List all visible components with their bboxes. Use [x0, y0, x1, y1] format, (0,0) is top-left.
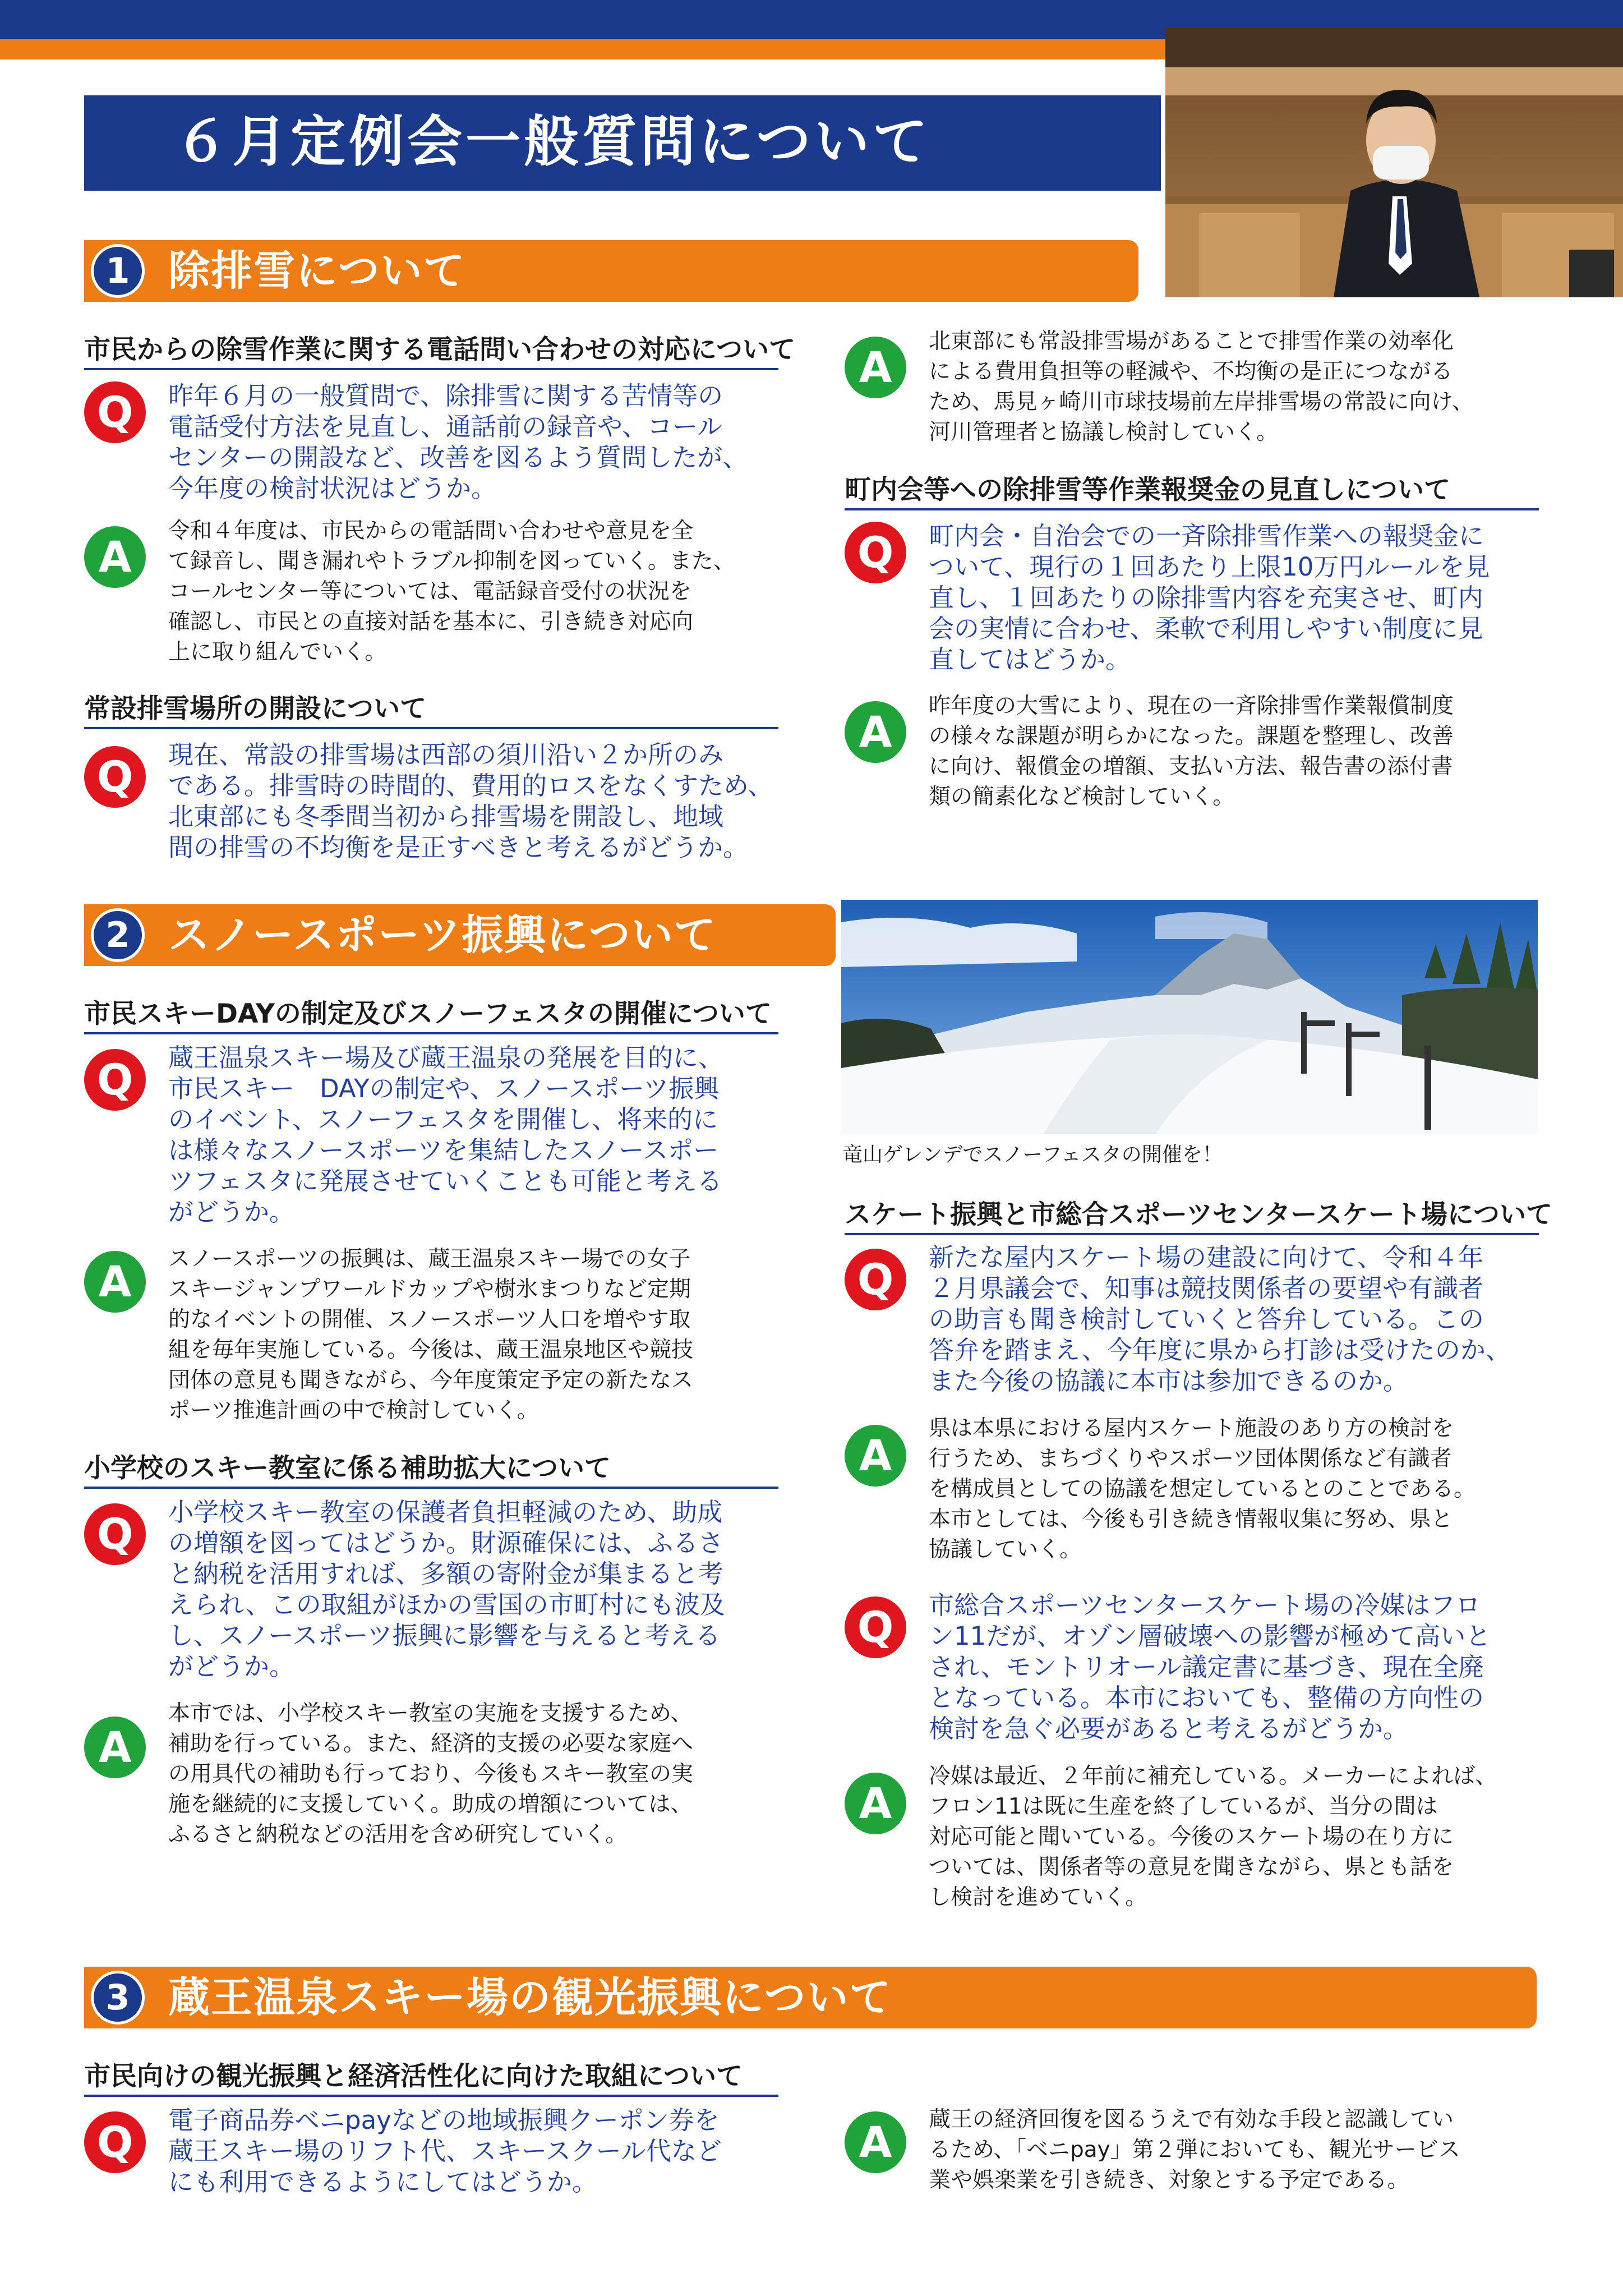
answer-text: 本市では、小学校スキー教室の実施を支援するため、 補助を行っている。また、経済的支援の必要な家庭へ の用具代の補助も行っており、今後もスキー教室の実 施を継続的に支援していく。助成の増額については、 ふるさと納税などの活用を含め研究していく。	[168, 1701, 694, 1847]
answer-badge: A	[84, 526, 146, 588]
answer-text: 令和４年度は、市民からの電話問い合わせや意見を全 て録音し、聞き漏れやトラブル抑制を図っていく。また、 コールセンター等については、電話録音受付の状況を 確認し、市民との直接対話を基本に、引き続き対応向 上に取り組んでいく。	[168, 518, 735, 665]
answer-text: 冷媒は最近、２年前に補充している。メーカーによれば、 フロン11は既に生産を終了しているが、当分の間は 対応可能と聞いている。今後のスケート場の在り方に ついては、関係者等の意見を聞きながら、県とも話を し検討を進めていく。	[929, 1764, 1497, 1910]
section-1-title: 除排雪について	[168, 247, 466, 295]
divider	[84, 1487, 778, 1489]
question-badge: Q	[84, 1503, 146, 1565]
question-text: 町内会・自治会での一斉除排雪作業への報奨金に ついて、現行の１回あたり上限10万円ルールを見 直し、１回あたりの除排雪内容を充実させ、町内 会の実情に合わせ、柔軟で利用しやすい制度に見 直してはどうか。	[929, 521, 1490, 674]
divider	[84, 368, 778, 370]
question-badge: Q	[84, 1049, 146, 1111]
answer-text: 昨年度の大雪により、現在の一斉除排雪作業報償制度 の様々な課題が明らかになった。課題を整理し、改善 に向け、報償金の増額、支払い方法、報告書の添付書 類の簡素化など検討していく。	[929, 693, 1454, 809]
subtopic-title: 町内会等への除排雪等作業報奨金の見直しについて	[845, 475, 1451, 505]
question-text: 蔵王温泉スキー場及び蔵王温泉の発展を目的に、 市民スキー DAYの制定や、スノースポーツ振興 のイベント、スノーフェスタを開催し、将来的に は様々なスノースポーツを集結したスノースポー ツフェスタに発展させていくことも可能と考える がどうか。	[168, 1043, 724, 1227]
assembly-speaker-photo	[1165, 28, 1623, 297]
subtopic-title: 市民からの除雪作業に関する電話問い合わせの対応について	[84, 334, 796, 365]
subtopic-title: 常設排雪場所の開設について	[84, 693, 427, 724]
answer-badge: A	[84, 1251, 146, 1313]
question-text: 電子商品券ベニpayなどの地域振興クーポン券を 蔵王スキー場のリフト代、スキースクール代など にも利用できるようにしてはどうか。	[168, 2105, 722, 2197]
photo-caption: 竜山ゲレンデでスノーフェスタの開催を！	[842, 1143, 1223, 1166]
question-text: 現在、常設の排雪場は西部の須川沿い２か所のみ である。排雪時の時間的、費用的ロスをなくすため、 北東部にも冬季間当初から排雪場を開設し、地域 間の排雪の不均衡を是正すべきと考えるがどうか。	[168, 740, 773, 862]
section-2-title: スノースポーツ振興について	[168, 911, 717, 959]
question-text: 小学校スキー教室の保護者負担軽減のため、助成 の増額を図ってはどうか。財源確保には、ふるさ と納税を活用すれば、多額の寄附金が集まると考 えられ、この取組がほかの雪国の市町村にも波及 し、スノースポーツ振興に影響を与えると考える がどうか。	[168, 1497, 725, 1681]
divider	[84, 727, 778, 729]
answer-badge: A	[845, 1425, 906, 1487]
answer-badge: A	[84, 1717, 146, 1778]
question-badge: Q	[84, 2111, 146, 2173]
ski-slope-photo	[841, 900, 1538, 1134]
section-3-number: 3	[91, 1971, 145, 2024]
section-3-title: 蔵王温泉スキー場の観光振興について	[168, 1973, 892, 2022]
question-badge: Q	[84, 381, 146, 443]
answer-text: 蔵王の経済回復を図るうえで有効な手段と認識してい るため、「ベニpay」第２弾においても、観光サービス 業や娯楽業を引き続き、対象とする予定である。	[929, 2107, 1460, 2193]
subtopic-title: 小学校のスキー教室に係る補助拡大について	[84, 1453, 611, 1484]
subtopic-title: 市民スキーDAYの制定及びスノーフェスタの開催について	[84, 999, 772, 1029]
answer-text: 県は本県における屋内スケート施設のあり方の検討を 行うため、まちづくりやスポーツ団体関係など有識者 を構成員としての協議を想定しているとのことである。 本市としては、今後も引き続き情報収集に努め、県と 協議していく。	[929, 1416, 1476, 1562]
answer-text: 北東部にも常設排雪場があることで排雪作業の効率化 による費用負担等の軽減や、不均衡の是正につながる ため、馬見ヶ崎川市球技場前左岸排雪場の常設に向け、 河川管理者と協議し検討していく。	[929, 329, 1474, 445]
answer-badge: A	[845, 2111, 906, 2173]
divider	[845, 1233, 1539, 1235]
question-badge: Q	[845, 1596, 906, 1658]
answer-badge: A	[845, 337, 906, 398]
answer-badge: A	[845, 1773, 906, 1834]
section-1-number: 1	[91, 244, 145, 298]
question-text: 新たな屋内スケート場の建設に向けて、令和４年 ２月県議会で、知事は競技関係者の要望や有識者 の助言も聞き検討していくと答弁している。この 答弁を踏まえ、今年度に県から打診は受けたのか、 また今後の協議に本市は参加できるのか。	[929, 1243, 1511, 1396]
answer-text: スノースポーツの振興は、蔵王温泉スキー場での女子 スキージャンプワールドカップや樹氷まつりなど定期 的なイベントの開催、スノースポーツ人口を増やす取 組を毎年実施している。今後は、蔵王温泉地区や競技 団体の意見も聞きながら、今年度策定予定の新たなス ポーツ推進計画の中で検討していく。	[168, 1246, 694, 1423]
divider	[845, 508, 1539, 510]
divider	[84, 1032, 778, 1034]
subtopic-title: 市民向けの観光振興と経済活性化に向けた取組について	[84, 2061, 743, 2092]
question-badge: Q	[845, 522, 906, 583]
question-text: 昨年６月の一般質問で、除排雪に関する苦情等の 電話受付方法を見直し、通話前の録音や、コール センターの開設など、改善を図るよう質問したが、 今年度の検討状況はどうか。	[168, 381, 748, 503]
question-badge: Q	[84, 746, 146, 808]
page-title: ６月定例会一般質問について	[174, 110, 932, 174]
question-text: 市総合スポーツセンタースケート場の冷媒はフロ ン11だが、オゾン層破壊への影響が極めて高いと され、モントリオール議定書に基づき、現在全廃 となっている。本市においても、整備の方向性の 検討を急ぐ必要があると考えるがどうか。	[929, 1590, 1491, 1743]
section-2-number: 2	[91, 908, 145, 962]
subtopic-title: スケート振興と市総合スポーツセンタースケート場について	[845, 1199, 1552, 1230]
answer-badge: A	[845, 701, 906, 763]
question-badge: Q	[845, 1249, 906, 1310]
divider	[84, 2095, 778, 2097]
